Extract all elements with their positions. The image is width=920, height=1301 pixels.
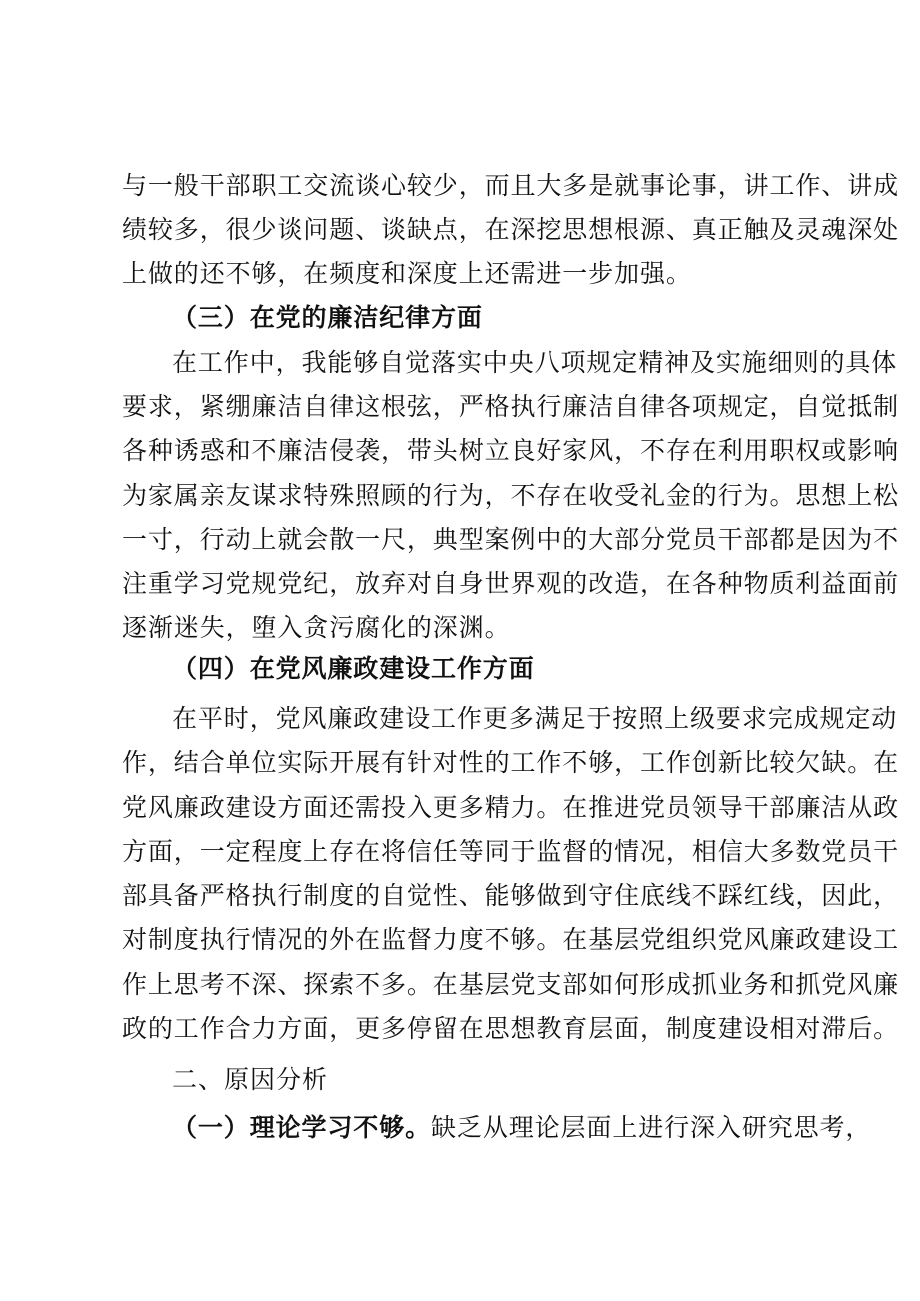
paragraph-line: 各种诱惑和不廉洁侵袭，带头树立良好家风，不存在利用职权或影响 <box>122 436 900 465</box>
paragraph-line: 党风廉政建设方面还需投入更多精力。在推进党员领导干部廉洁从政 <box>122 793 900 822</box>
paragraph-line: 注重学习党规党纪，放弃对自身世界观的改造，在各种物质利益面前 <box>122 569 900 598</box>
paragraph-line: 在平时，党风廉政建设工作更多满足于按照上级要求完成规定动 <box>172 704 898 733</box>
paragraph-line: 与一般干部职工交流谈心较少，而且大多是就事论事，讲工作、讲成 <box>122 171 900 200</box>
subsection-text: 缺乏从理论层面上进行深入研究思考， <box>431 1113 872 1142</box>
paragraph-line: 对制度执行情况的外在监督力度不够。在基层党组织党风廉政建设工 <box>122 925 900 954</box>
section-heading-3: （三）在党的廉洁纪律方面 <box>172 303 483 332</box>
subsection-line <box>172 1111 872 1145</box>
paragraph-line: 为家属亲友谋求特殊照顾的行为，不存在收受礼金的行为。思想上松 <box>122 481 900 510</box>
paragraph-line: 部具备严格执行制度的自觉性、能够做到守住底线不踩红线，因此， <box>122 881 900 910</box>
paragraph-line: 一寸，行动上就会散一尺，典型案例中的大部分党员干部都是因为不 <box>122 525 900 554</box>
paragraph-line: 作上思考不深、探索不多。在基层党支部如何形成抓业务和抓党风廉 <box>122 970 900 999</box>
section-heading-4: （四）在党风廉政建设工作方面 <box>172 654 535 683</box>
paragraph-line: 方面，一定程度上存在将信任等同于监督的情况，相信大多数党员干 <box>122 837 900 866</box>
paragraph-line: 作，结合单位实际开展有针对性的工作不够，工作创新比较欠缺。在 <box>122 748 900 777</box>
paragraph-line: 在工作中，我能够自觉落实中央八项规定精神及实施细则的具体 <box>172 348 898 377</box>
paragraph-line: 逐渐迷失，堕入贪污腐化的深渊。 <box>122 613 511 642</box>
subsection-bold-title: （一）理论学习不够。 <box>172 1113 432 1142</box>
paragraph-line: 政的工作合力方面，更多停留在思想教育层面，制度建设相对滞后。 <box>122 1014 900 1043</box>
paragraph-line: 绩较多，很少谈问题、谈缺点，在深挖思想根源、真正触及灵魂深处 <box>122 215 900 244</box>
paragraph-line: 上做的还不够，在频度和深度上还需进一步加强。 <box>122 259 692 288</box>
paragraph-line: 要求，紧绷廉洁自律这根弦，严格执行廉洁自律各项规定，自觉抵制 <box>122 392 900 421</box>
part-heading: 二、原因分析 <box>172 1065 329 1094</box>
